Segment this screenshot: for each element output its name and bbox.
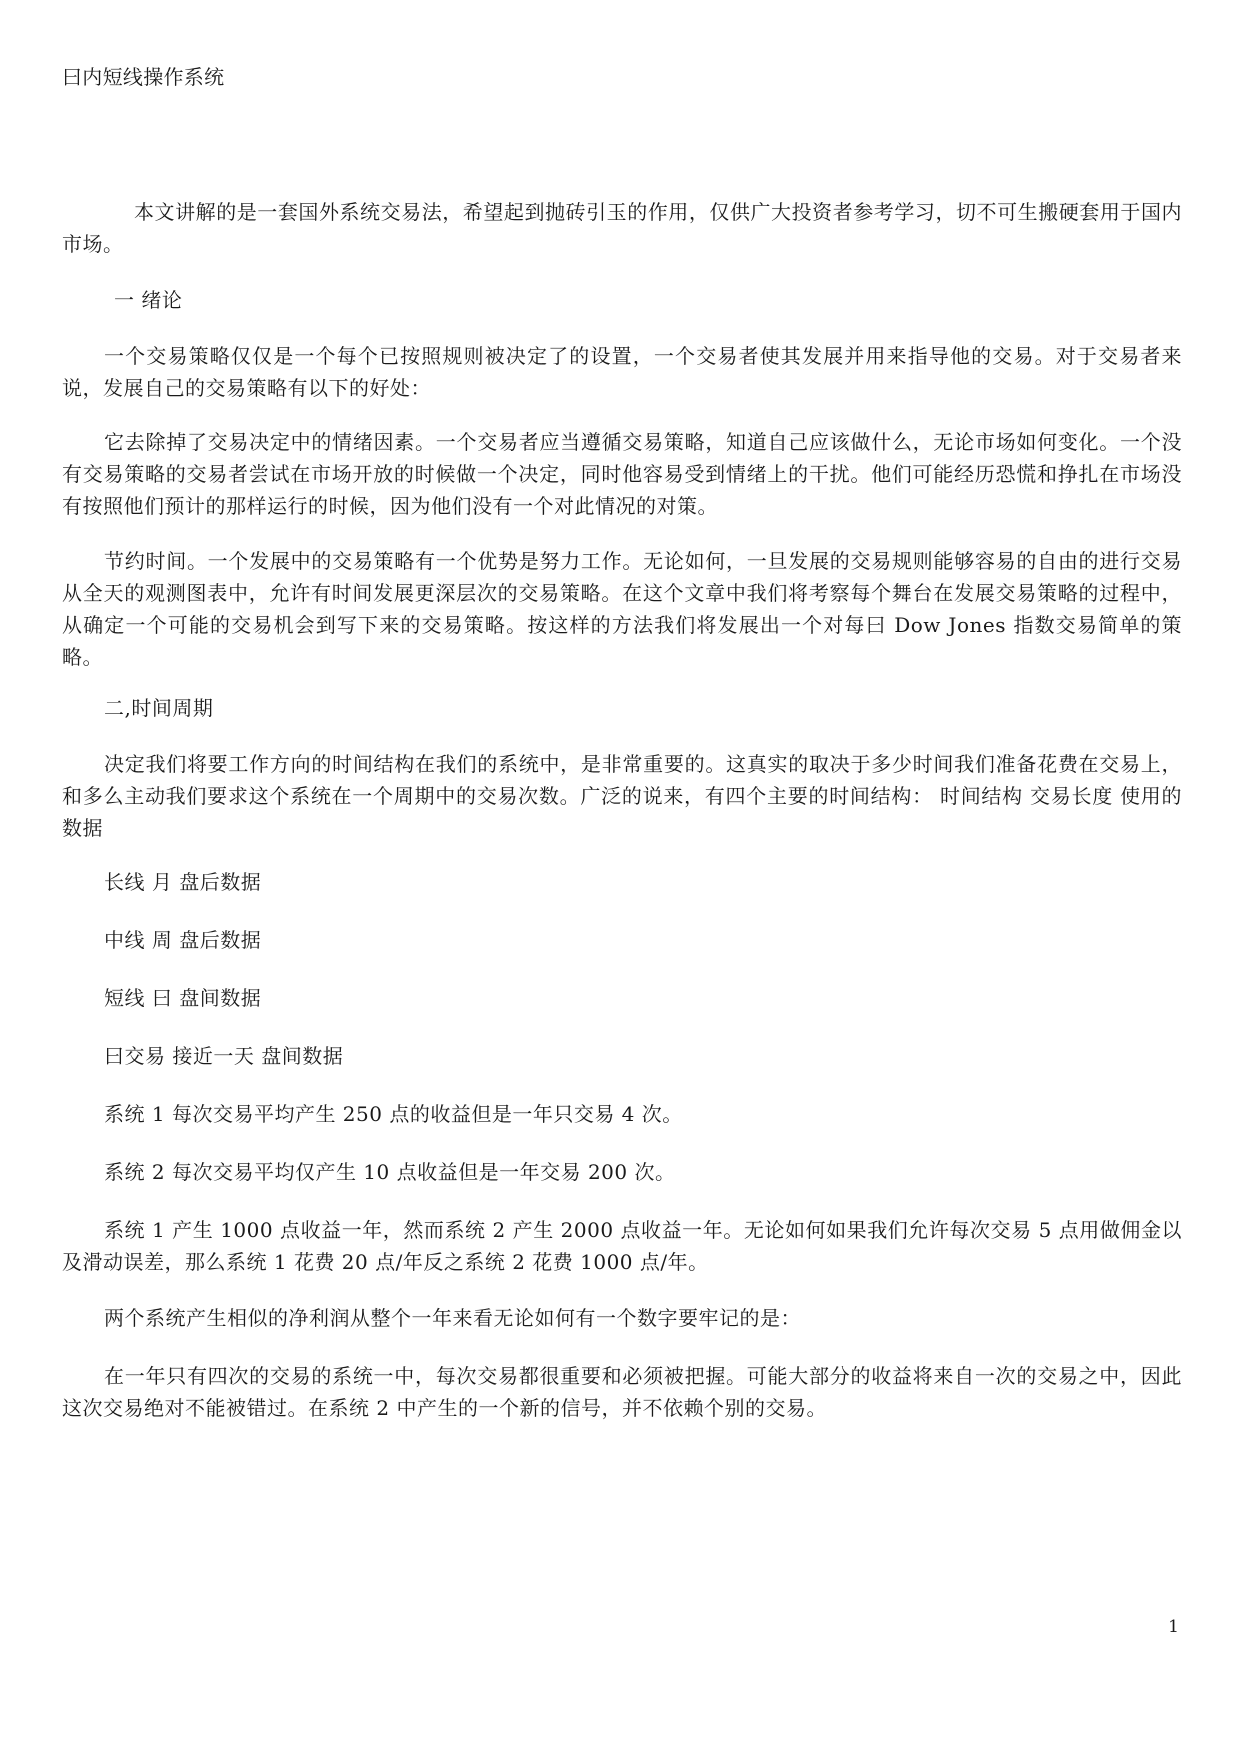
paragraph-save-time: 节约时间。一个发展中的交易策略有一个优势是努力工作。无论如何，一旦发展的交易规则能够容易的自由的进行交易从全天的观测图表中，允许有时间发展更深层次的交易策略。在这个文章中我们将考察每个舞台在发展交易策略的过程中，从确定一个可能的交易机会到写下来的交易策略。按这样的方法我们将发展出一个对每曰 Dow Jones 指数交易简单的策略。 [62, 549, 1182, 669]
paragraph-strategy-definition: 一个交易策略仅仅是一个每个已按照规则被决定了的设置，一个交易者使其发展并用来指导他的交易。对于交易者来说，发展自己的交易策略有以下的好处： [62, 344, 1182, 400]
section-heading-time-period: 二,时间周期 [104, 696, 214, 720]
document-title: 曰内短线操作系统 [62, 65, 225, 89]
intro-paragraph: 本文讲解的是一套国外系统交易法，希望起到抛砖引玉的作用，仅供广大投资者参考学习，切不可生搬硬套用于国内市场。 [62, 200, 1182, 256]
paragraph-emotion-factor: 它去除掉了交易决定中的情绪因素。一个交易者应当遵循交易策略，知道自己应该做什么，无论市场如何变化。一个没有交易策略的交易者尝试在市场开放的时候做一个决定，同时他容易受到情绪上的干扰。他们可能经历恐慌和挣扎在市场没有按照他们预计的那样运行的时候，因为他们没有一个对此情况的对策。 [62, 430, 1182, 518]
paragraph-time-structure: 决定我们将要工作方向的时间结构在我们的系统中，是非常重要的。这真实的取决于多少时间我们准备花费在交易上，和多么主动我们要求这个系统在一个周期中的交易次数。广泛的说来，有四个主要的时间结构： 时间结构 交易长度 使用的数据 [62, 752, 1182, 840]
paragraph-net-profit: 两个系统产生相似的净利润从整个一年来看无论如何有一个数字要牢记的是： [104, 1306, 801, 1330]
list-item-long-term: 长线 月 盘后数据 [104, 870, 262, 894]
page-number: 1 [1168, 1617, 1179, 1637]
list-item-short-term: 短线 曰 盘间数据 [104, 986, 262, 1010]
paragraph-system-2: 系统 2 每次交易平均仅产生 10 点收益但是一年交易 200 次。 [104, 1160, 676, 1184]
paragraph-system-1: 系统 1 每次交易平均产生 250 点的收益但是一年只交易 4 次。 [104, 1102, 683, 1126]
list-item-day-trade: 曰交易 接近一天 盘间数据 [104, 1044, 344, 1068]
paragraph-system-comparison: 系统 1 产生 1000 点收益一年，然而系统 2 产生 2000 点收益一年。无论如何如果我们允许每次交易 5 点用做佣金以及滑动误差，那么系统 1 花费 20 点/年反之系统 2 花费 1000 点/年。 [62, 1218, 1182, 1274]
list-item-medium-term: 中线 周 盘后数据 [104, 928, 262, 952]
section-heading-introduction: 一 绪论 [114, 288, 183, 312]
paragraph-system-one-importance: 在一年只有四次的交易的系统一中，每次交易都很重要和必须被把握。可能大部分的收益将来自一次的交易之中，因此这次交易绝对不能被错过。在系统 2 中产生的一个新的信号，并不依赖个别的交易。 [62, 1364, 1182, 1420]
